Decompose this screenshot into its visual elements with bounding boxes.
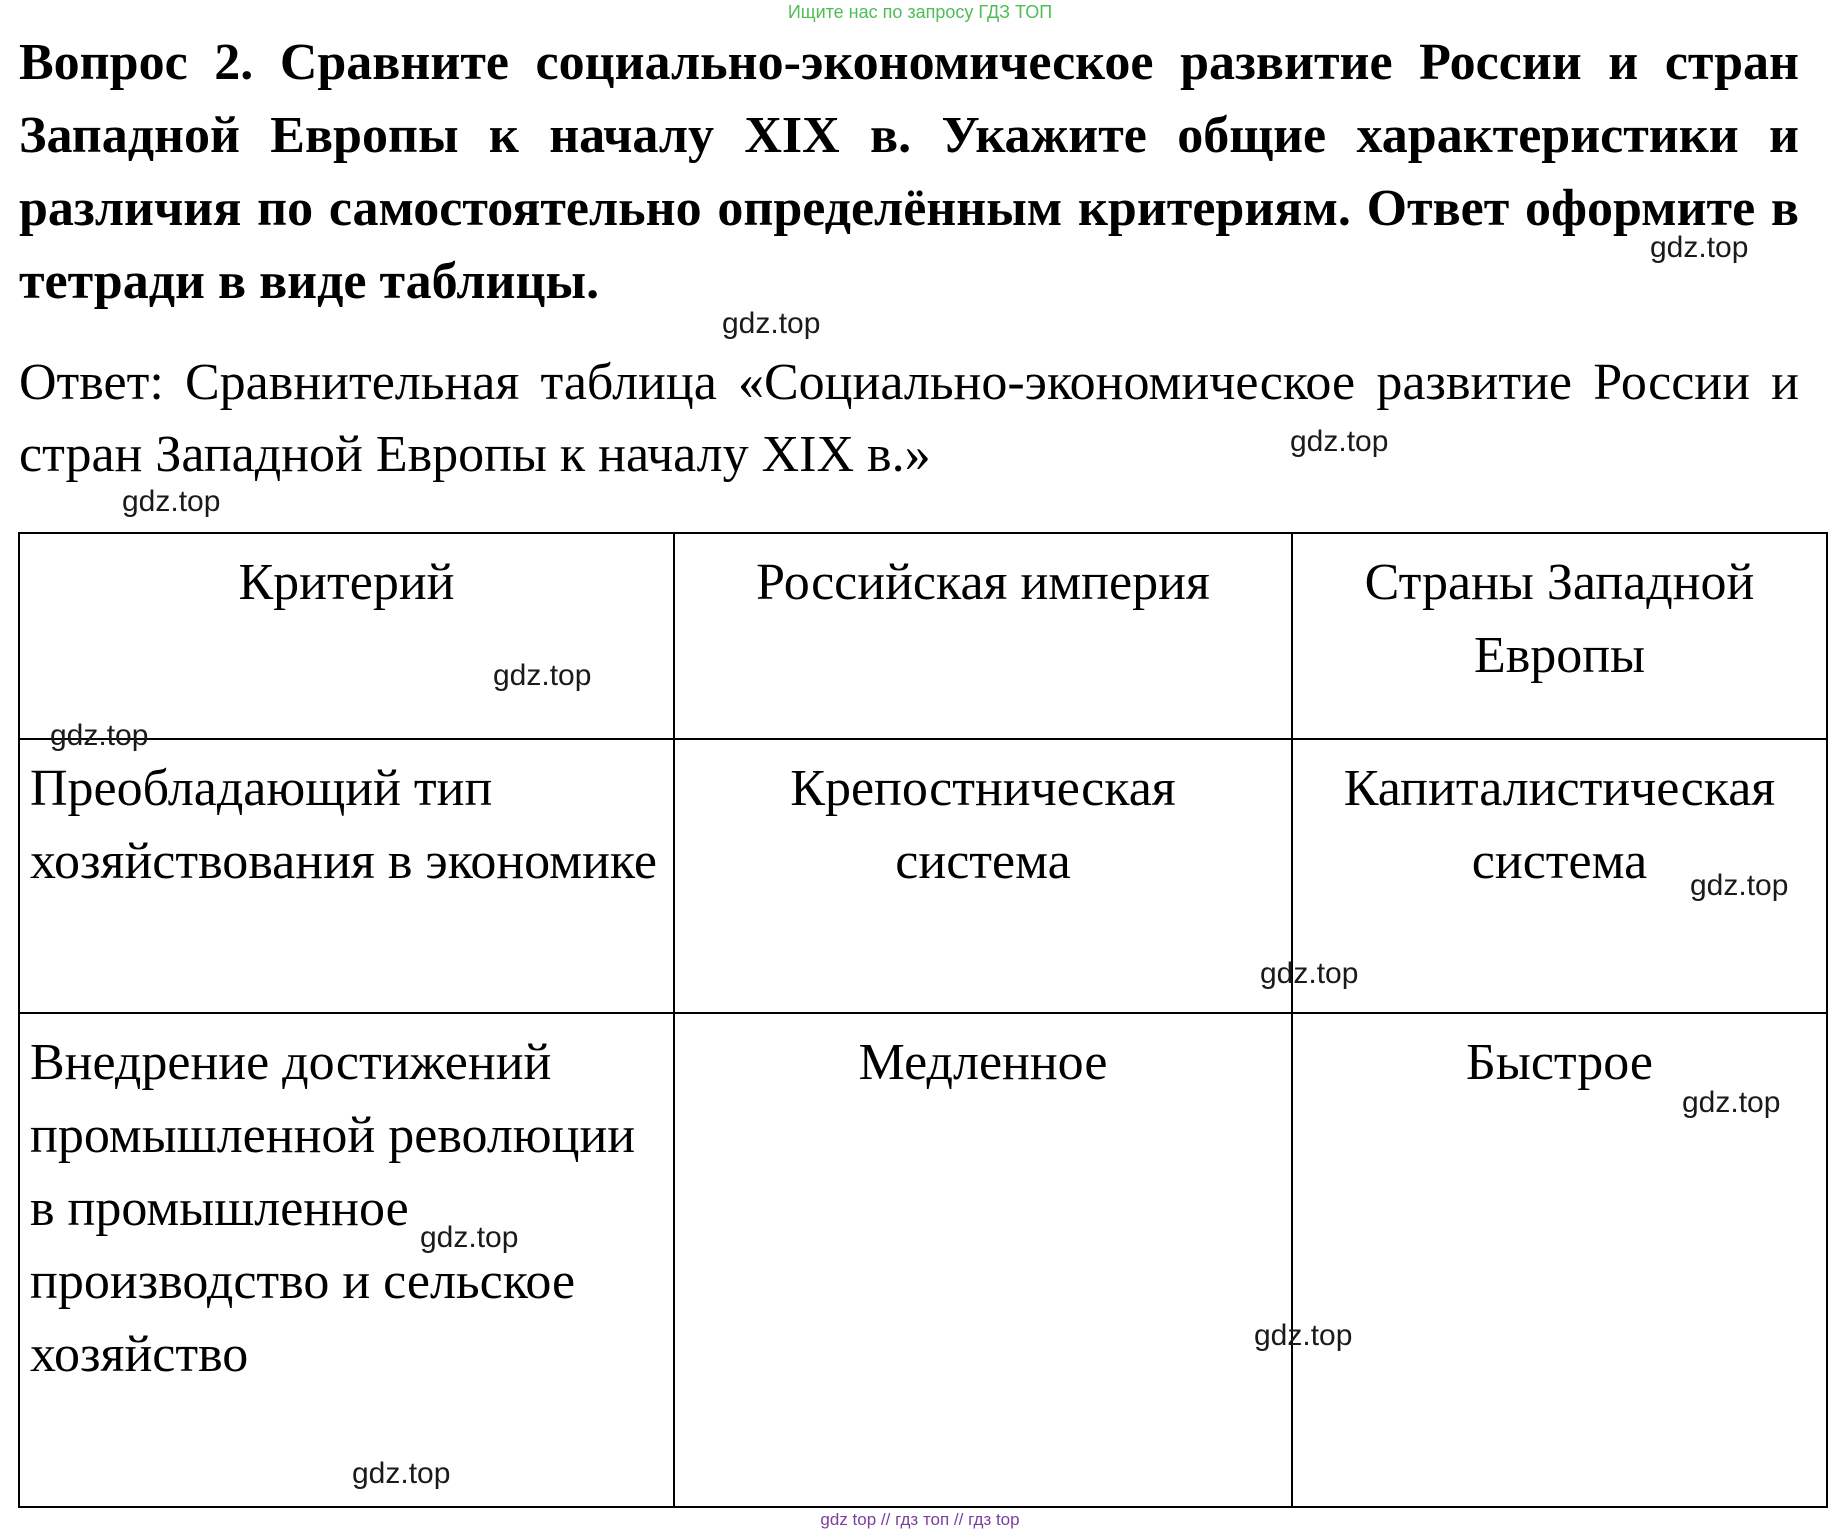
row-west-europe-cell: Быстрое (1292, 1013, 1827, 1507)
row-criterion-cell: Внедрение достижений промышленной революции в промышленное производство и сельское хозяйство (19, 1013, 674, 1507)
table-row (19, 739, 1827, 1013)
row-russia-cell: Медленное (674, 1013, 1292, 1507)
table-row (19, 1013, 1827, 1507)
header-criterion: Критерий (19, 533, 674, 739)
table-header-row (19, 533, 1827, 739)
answer-text: Ответ: Сравнительная таблица «Социально-экономическое развитие России и стран Западной Европы к началу XIX в.» (19, 354, 1799, 483)
watermark: gdz.top (50, 719, 149, 752)
footer-watermark: gdz top // гдз топ // гдз top (820, 1510, 1020, 1529)
watermark: gdz.top (1290, 425, 1389, 458)
top-banner: Ищите нас по запросу ГДЗ ТОП (787, 2, 1053, 22)
watermark: gdz.top (1260, 957, 1359, 990)
comparison-table (18, 532, 1828, 1508)
header-west-europe: Страны Западной Европы (1292, 533, 1827, 739)
watermark: gdz.top (722, 307, 821, 340)
row-criterion-cell: Преобладающий тип хозяйствования в экономике (19, 739, 674, 1013)
watermark: gdz.top (1682, 1086, 1781, 1119)
watermark: gdz.top (1650, 231, 1749, 264)
header-russia: Российская империя (674, 533, 1292, 739)
watermark: gdz.top (1690, 869, 1789, 902)
question-text: Вопрос 2. Сравните социально-экономическое развитие России и стран Западной Европы к началу XIX в. Укажите общие характеристики и различия по самостоятельно определённым критериям. Ответ оформите в тетради в виде таблицы. (19, 34, 1799, 310)
row-russia-cell: Крепостническая система (674, 739, 1292, 1013)
row-west-europe-cell: Капиталистическая система (1292, 739, 1827, 1013)
watermark: gdz.top (122, 485, 221, 518)
watermark: gdz.top (352, 1457, 451, 1490)
watermark: gdz.top (1254, 1319, 1353, 1352)
watermark: gdz.top (420, 1221, 519, 1254)
watermark: gdz.top (493, 659, 592, 692)
